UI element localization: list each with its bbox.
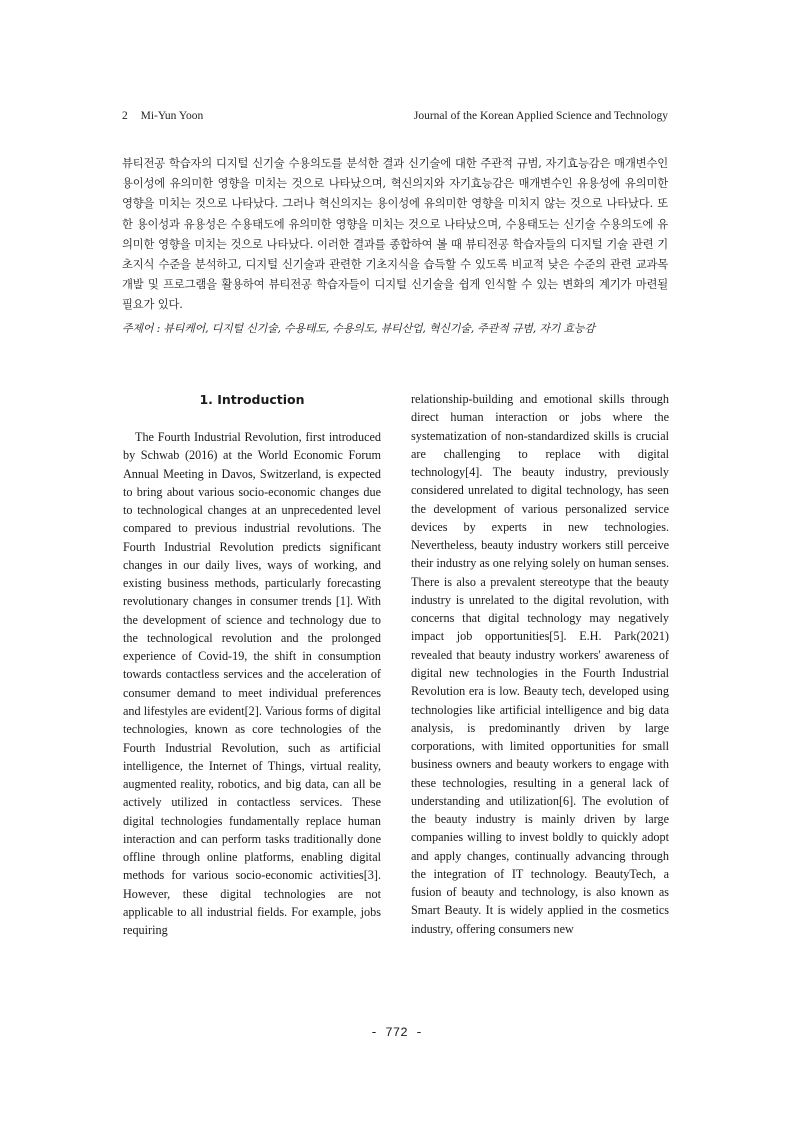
section-title: 1. Introduction <box>199 392 305 407</box>
introduction-paragraph-left: The Fourth Industrial Revolution, first introduced by Schwab (2016) at the World Economic Forum Annual Meeting in Davos, Switzerland, is expected to bring about various socio-economic changes due to technological changes at an unprecedented level compared to previous industrial revolutions. The Fourth Industrial Revolution predicts significant changes in our daily lives, ways of working, and existing business methods, particularly forecasting revolutionary changes in consumer trends [1]. With the development of science and technology due to the technological revolution and the prolonged experience of Covid-19, the shift in consumption towards contactless services and the acceleration of consumer demand to meet individual preferences and lifestyles are evident[2]. Various forms of digital technologies, known as core technologies of the Fourth Industrial Revolution, such as artificial intelligence, the Internet of Things, virtual reality, augmented reality, robotics, and big data, can all be actively utilized in contactless services. These digital technologies fundamentally replace human interaction and can perform tasks traditionally done offline through online platforms, enabling digital methods for various socio-economic activities[3]. However, these digital technologies are not applicable to all industrial fields. For example, jobs requiring <box>123 430 381 938</box>
introduction-paragraph-right: relationship-building and emotional skills through direct human interaction or jobs where the systematization of non-standardized skills is crucial are challenging to replace with digital technology[4]. The beauty industry, previously considered unrelated to digital technology, has seen the development of various personalized service devices by experts in new technologies. Nevertheless, beauty industry workers still perceive their industry as one relying solely on human senses. There is also a prevalent stereotype that the beauty industry is unrelated to the digital revolution, with concerns that digital technology may negatively impact job opportunities[5]. E.H. Park(2021) revealed that beauty industry workers' awareness of digital new technologies in the Fourth Industrial Revolution era is low. Beauty tech, developed using technologies like artificial intelligence and big data analysis, is predominantly driven by large corporations, with limited opportunities for small business owners and beauty workers to engage with these technologies, resulting in a general lack of understanding and utilization[6]. The evolution of the beauty industry is mainly driven by large companies willing to invest boldly to quickly adopt and apply changes, continually advancing through the integration of IT technology. BeautyTech, a fusion of beauty and technology, is also known as Smart Beauty. It is widely applied in the cosmetics industry, offering consumers new <box>411 392 669 936</box>
header-author: Mi-Yun Yoon <box>140 110 204 122</box>
korean-abstract: 뷰티전공 학습자의 디지털 신기술 수용의도를 분석한 결과 신기술에 대한 주관적 규범, 자기효능감은 매개변수인 용이성에 유의미한 영향을 미치는 것으로 나타났으며, 혁신의지와 자기효능감은 매개변수인 유용성에 유의미한 영향을 미치는 것으로 나타났다. 그러나 혁신의지는 용이성에 유의미한 영향을 미치지 않는 것으로 나타났다. 또한 용이성과 유용성은 수용태도에 유의미한 영향을 미치는 것으로 나타났으며, 수용태도는 신기술 수용의도에 유의미한 영향을 미치는 것으로 나타났다. 이러한 결과를 종합하여 볼 때 뷰티전공 학습자들의 디지털 기술 관련 기초지식 수준을 분석하고, 디지털 신기술과 관련한 기초지식을 습득할 수 있도록 비교적 낮은 수준의 관련 교과목 개발 및 프로그램을 활용하여 뷰티전공 학습자들이 디지털 신기술을 쉽게 인식할 수 있는 변화의 계기가 마련될 필요가 있다. <box>122 157 668 312</box>
header-left <box>122 110 203 122</box>
header-journal-title: Journal of the Korean Applied Science and Technology <box>413 110 668 122</box>
running-header <box>122 110 668 128</box>
header-page-number: 2 <box>122 110 128 122</box>
korean-keywords: 주제어 : 뷰티케어, 디지털 신기술, 수용태도, 수용의도, 뷰티산업, 혁신기술, 주관적 규범, 자기 효능감 <box>122 322 595 335</box>
left-column <box>123 390 381 939</box>
page-footer-number: - 772 - <box>370 1026 423 1040</box>
right-column <box>411 390 669 938</box>
